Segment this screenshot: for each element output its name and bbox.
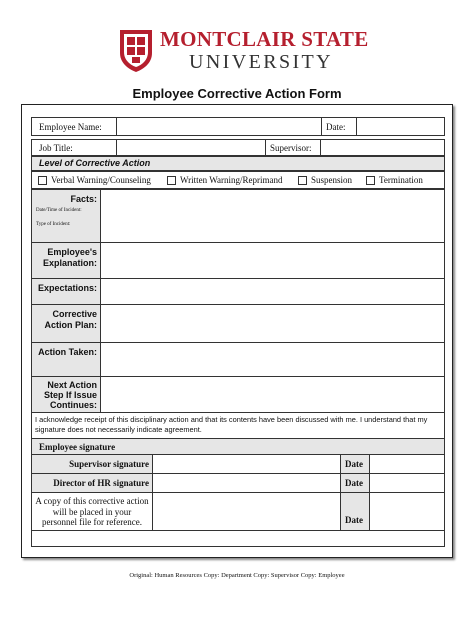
corrective-plan-field[interactable] <box>100 304 445 343</box>
job-title-label-cell <box>31 139 117 156</box>
supervisor-label: Supervisor: <box>270 143 312 153</box>
job-title-label: Job Title: <box>39 143 73 153</box>
acknowledgement-text: I acknowledge receipt of this disciplinary action and that its contents have been discussed with me. I understand that my signature does not necessarily indicate agreement. <box>35 415 428 434</box>
employee-date-field[interactable] <box>369 492 445 531</box>
university-name-line2: UNIVERSITY <box>189 51 333 73</box>
supervisor-date-field[interactable] <box>369 454 445 474</box>
written-warning-checkbox[interactable] <box>167 176 176 185</box>
explanation-label-cell <box>31 242 101 279</box>
next-action-label: Next Action Step If Issue Continues: <box>43 380 97 410</box>
date-label: Date: <box>326 122 346 132</box>
copy-note-cell <box>31 492 153 531</box>
termination-checkbox[interactable] <box>366 176 375 185</box>
supervisor-label-cell <box>265 139 321 156</box>
action-taken-field[interactable] <box>100 342 445 377</box>
form-title: Employee Corrective Action Form <box>132 86 342 101</box>
hr-signature-field[interactable] <box>152 473 341 493</box>
employee-name-label-cell <box>31 117 117 136</box>
next-action-field[interactable] <box>100 376 445 413</box>
hr-signature-label: Director of HR signature <box>53 478 149 488</box>
employee-signature-label: Employee signature <box>39 442 116 452</box>
supervisor-date-label: Date <box>345 459 363 469</box>
acknowledgement-cell <box>31 412 445 439</box>
job-title-field[interactable] <box>116 139 266 156</box>
facts-date-label: Date/Time of Incident: <box>36 208 82 213</box>
employee-date-label: Date <box>345 515 363 525</box>
employee-name-label: Employee Name: <box>39 122 102 132</box>
expectations-field[interactable] <box>100 278 445 305</box>
corrective-plan-label-cell <box>31 304 101 343</box>
expectations-label-cell <box>31 278 101 305</box>
supervisor-field[interactable] <box>320 139 445 156</box>
supervisor-date-label-cell <box>340 454 370 474</box>
hr-date-label-cell <box>340 473 370 493</box>
verbal-warning-label: Verbal Warning/Counseling <box>51 175 151 185</box>
employee-date-label-cell <box>340 492 370 531</box>
university-seal-icon <box>117 27 155 73</box>
termination-label: Termination <box>379 175 423 185</box>
facts-type-label: Type of Incident: <box>36 222 71 227</box>
explanation-field[interactable] <box>100 242 445 279</box>
university-name-line1: MONTCLAIR STATE <box>160 27 369 51</box>
verbal-warning-checkbox[interactable] <box>38 176 47 185</box>
supervisor-signature-label: Supervisor signature <box>69 459 149 469</box>
hr-date-field[interactable] <box>369 473 445 493</box>
date-label-cell <box>321 117 357 136</box>
explanation-label: Employee's Explanation: <box>42 247 97 268</box>
level-options-row <box>31 171 445 189</box>
corrective-plan-label: Corrective Action Plan: <box>44 309 97 330</box>
bottom-blank-row <box>31 530 445 547</box>
suspension-label: Suspension <box>311 175 353 185</box>
action-taken-label: Action Taken: <box>38 347 97 357</box>
hr-signature-label-cell <box>31 473 153 493</box>
employee-signature-bar <box>31 438 445 455</box>
action-taken-label-cell <box>31 342 101 377</box>
university-logo <box>117 27 369 81</box>
copy-note-text: A copy of this corrective action will be placed in your personnel file for reference. <box>35 496 149 527</box>
expectations-label: Expectations: <box>37 283 97 293</box>
hr-date-label: Date <box>345 478 363 488</box>
employee-signature-field[interactable] <box>152 492 341 531</box>
suspension-checkbox[interactable] <box>298 176 307 185</box>
facts-label: Facts: <box>70 194 97 204</box>
level-heading-bar <box>31 156 445 171</box>
supervisor-signature-label-cell <box>31 454 153 474</box>
date-field[interactable] <box>356 117 445 136</box>
facts-field[interactable] <box>100 189 445 243</box>
form-frame <box>21 104 453 558</box>
facts-label-cell <box>31 189 101 243</box>
copy-distribution-footer: Original: Human Resources Copy: Department Copy: Supervisor Copy: Employee <box>129 572 345 579</box>
written-warning-label: Written Warning/Reprimand <box>180 175 283 185</box>
next-action-label-cell <box>31 376 101 413</box>
level-heading: Level of Corrective Action <box>39 158 151 168</box>
employee-name-field[interactable] <box>116 117 322 136</box>
supervisor-signature-field[interactable] <box>152 454 341 474</box>
